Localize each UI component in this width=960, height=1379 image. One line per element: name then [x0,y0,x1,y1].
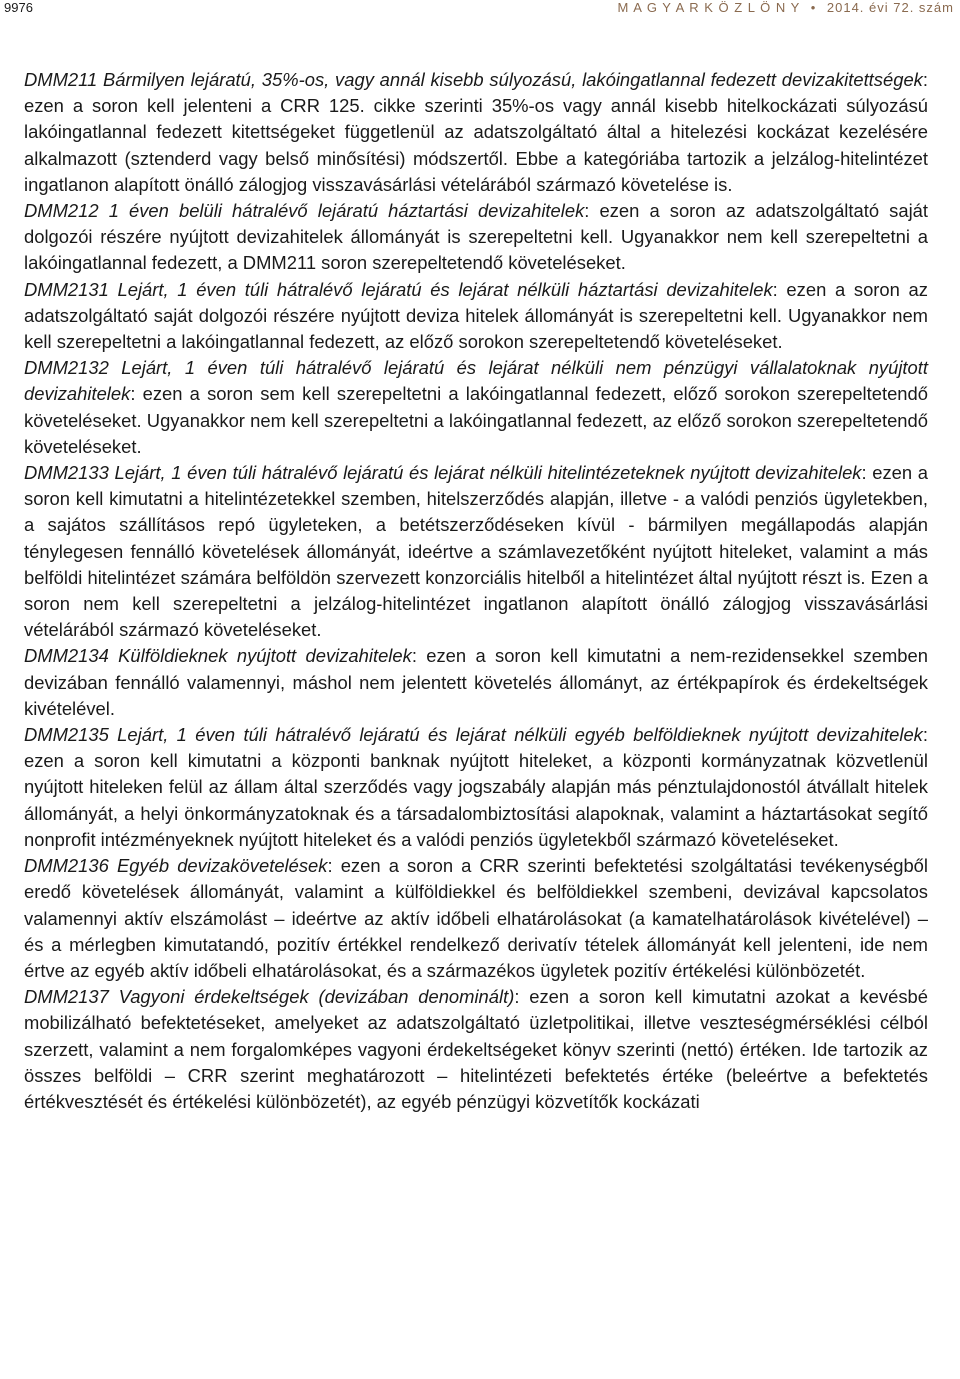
entry-label: DMM212 1 éven belüli hátralévő lejáratú háztartási devizahitelek [24,200,585,222]
entry-text: : ezen a soron a CRR szerinti befektetési szolgáltatási tevékenységből eredő követelések állományát, valamint a külföldiekkel és belföldiekkel szembeni, devizával kapcsolatos valamennyi aktív elszámolást – ideértve az aktív időbeli elhatárolásokat (a kamatelhatárolások kivételével) – és a mérlegben kimutatandó, pozitív értékkel rendelkező derivatív tételek állományát kell jelenteni, ide nem értve az egyéb aktív időbeli elhatárolásokat, és a származékos ügyletek pozitív értékelési különbözetét. [24,855,928,981]
entry-text: : ezen a soron kell kimutatni a nem-rezidensekkel szemben devizában fennálló valamennyi, máshol nem jelentett követelés állományt, az értékpapírok és érdekeltségek kivételével. [24,645,928,719]
entry-text: : ezen a soron az adatszolgáltató saját dolgozói részére nyújtott deviza hitelek állományát is szerepeltetni kell. Ugyanakkor nem kell szerepeltetni a lakóingatlannal fedezett, az előző sorokon szerepeltetendő követeléseket. [24,278,928,353]
entry-dmm212 [24,198,928,277]
entry-dmm2133 [24,460,928,643]
entry-label: DMM2135 Lejárt, 1 éven túli hátralévő lejáratú és lejárat nélküli egyéb belföldieknek nyújtott devizahitelek [24,724,923,746]
entry-text: : ezen a soron kell kimutatni a központi banknak nyújtott hiteleket, a központi kormányzatnak közvetlenül nyújtott hiteleken felül az állam által szerződés vagy jogszabály alapján más pénztulajdonostól átvállalt hitelek állományát, a helyi önkormányzatoknak és a társadalombiztosítási alapoknak, valamint a háztartásokat segítő nonprofit intézményeknek nyújtott hiteleket és a valódi penziós ügyletekből származó követeléseket. [24,724,928,850]
entry-label: DMM2131 Lejárt, 1 éven túli hátralévő lejáratú és lejárat nélküli háztartási devizahitelek [24,278,773,300]
entry-text: : ezen a soron kell kimutatni azokat a kevésbé mobilizálható befektetéseket, amelyeket az adatszolgáltató üzletpolitikai, illetve veszteségmérséklési célból szerzett, valamint a nem forgalomképes vagyoni érdekeltségeket könyv szerinti (nettó) értéken. Ide tartozik az összes belföldi – CRR szerint meghatározott – hitelintézeti befektetés értéke (beleértve a befektetés értékvesztését és értékelési különbözetét), az egyéb pénzügyi közvetítők kockázati [24,986,928,1112]
page-number: 9976 [4,0,33,15]
journal-name: M A G Y A R K Ö Z L Ö N Y [617,0,801,15]
document-body [24,67,928,1115]
entry-dmm2132 [24,355,928,460]
bullet-separator: • [810,0,817,15]
entry-label: DMM2132 Lejárt, 1 éven túli hátralévő lejáratú és lejárat nélküli nem pénzügyi vállalatoknak nyújtott devizahitelek [24,357,928,405]
entry-dmm2131 [24,277,928,356]
journal-title [618,0,954,15]
entry-label: DMM2134 Külföldieknek nyújtott devizahitelek [24,645,412,667]
entry-text: : ezen a soron kell kimutatni a hitelintézetekkel szemben, hitelszerződés alapján, illetve - a valódi penziós ügyletekben, a sajátos szállításos repó ügyleteken, a betétszerződéseken kívül - bármilyen megállapodás alapján ténylegesen fennálló követelések állományát, ideértve a számlavezetőként nyújtott hiteleket, valamint a más belföldi hitelintézet számára belföldön szervezett konzorciális hitelből a hitelintézet által nyújtott részt is. Ezen a soron nem kell szerepeltetni a jelzálog-hitelintézet ingatlanon alapított önálló zálogjog visszavásárlási vételárából származó követeléseket. [24,462,929,641]
entry-label: DMM211 Bármilyen lejáratú, 35%-os, vagy annál kisebb súlyozású, lakóingatlannal fedezett devizakitettségek [24,69,923,90]
entry-dmm2135 [24,722,928,853]
entry-text: : ezen a soron az adatszolgáltató saját dolgozói részére nyújtott devizahitelek állományát is szerepeltetni kell. Ugyanakkor nem kell szerepeltetni a lakóingatlannal fedezett, a DMM211 soron szerepeltetendő követeléseket. [24,200,928,274]
entry-label: DMM2137 Vagyoni érdekeltségek (devizában denominált) [24,986,515,1008]
entry-dmm2134 [24,643,928,722]
entry-text: : ezen a soron sem kell szerepeltetni a lakóingatlannal fedezett, előző sorokon szerepeltetendő követeléseket. Ugyanakkor nem kell szerepeltetni a lakóingatlannal fedezett, az előző sorokon szerepeltetendő követeléseket. [24,383,928,457]
entry-label: DMM2133 Lejárt, 1 éven túli hátralévő lejáratú és lejárat nélküli hitelintézeteknek nyújtott devizahitelek [24,462,862,484]
issue-number: 2014. évi 72. szám [826,0,954,15]
entry-dmm2136 [24,853,928,984]
entry-label: DMM2136 Egyéb devizakövetelések [24,855,328,877]
entry-dmm211 [24,67,928,198]
entry-text: : ezen a soron kell jelenteni a CRR 125. cikke szerinti 35%-os vagy annál kisebb hitelkockázati súlyozású lakóingatlannal fedezett kitettségeket függetlenül az adatszolgáltató által a hitelezési kockázat kezelésére alkalmazott (sztenderd vagy belső minősítési) módszertől. Ebbe a kategóriába tartozik a jelzálog-hitelintézet ingatlanon alapított önálló zálogjog visszavásárlási vételárából származó követelése is. [24,69,928,195]
page-header [0,0,960,22]
entry-dmm2137 [24,984,928,1115]
